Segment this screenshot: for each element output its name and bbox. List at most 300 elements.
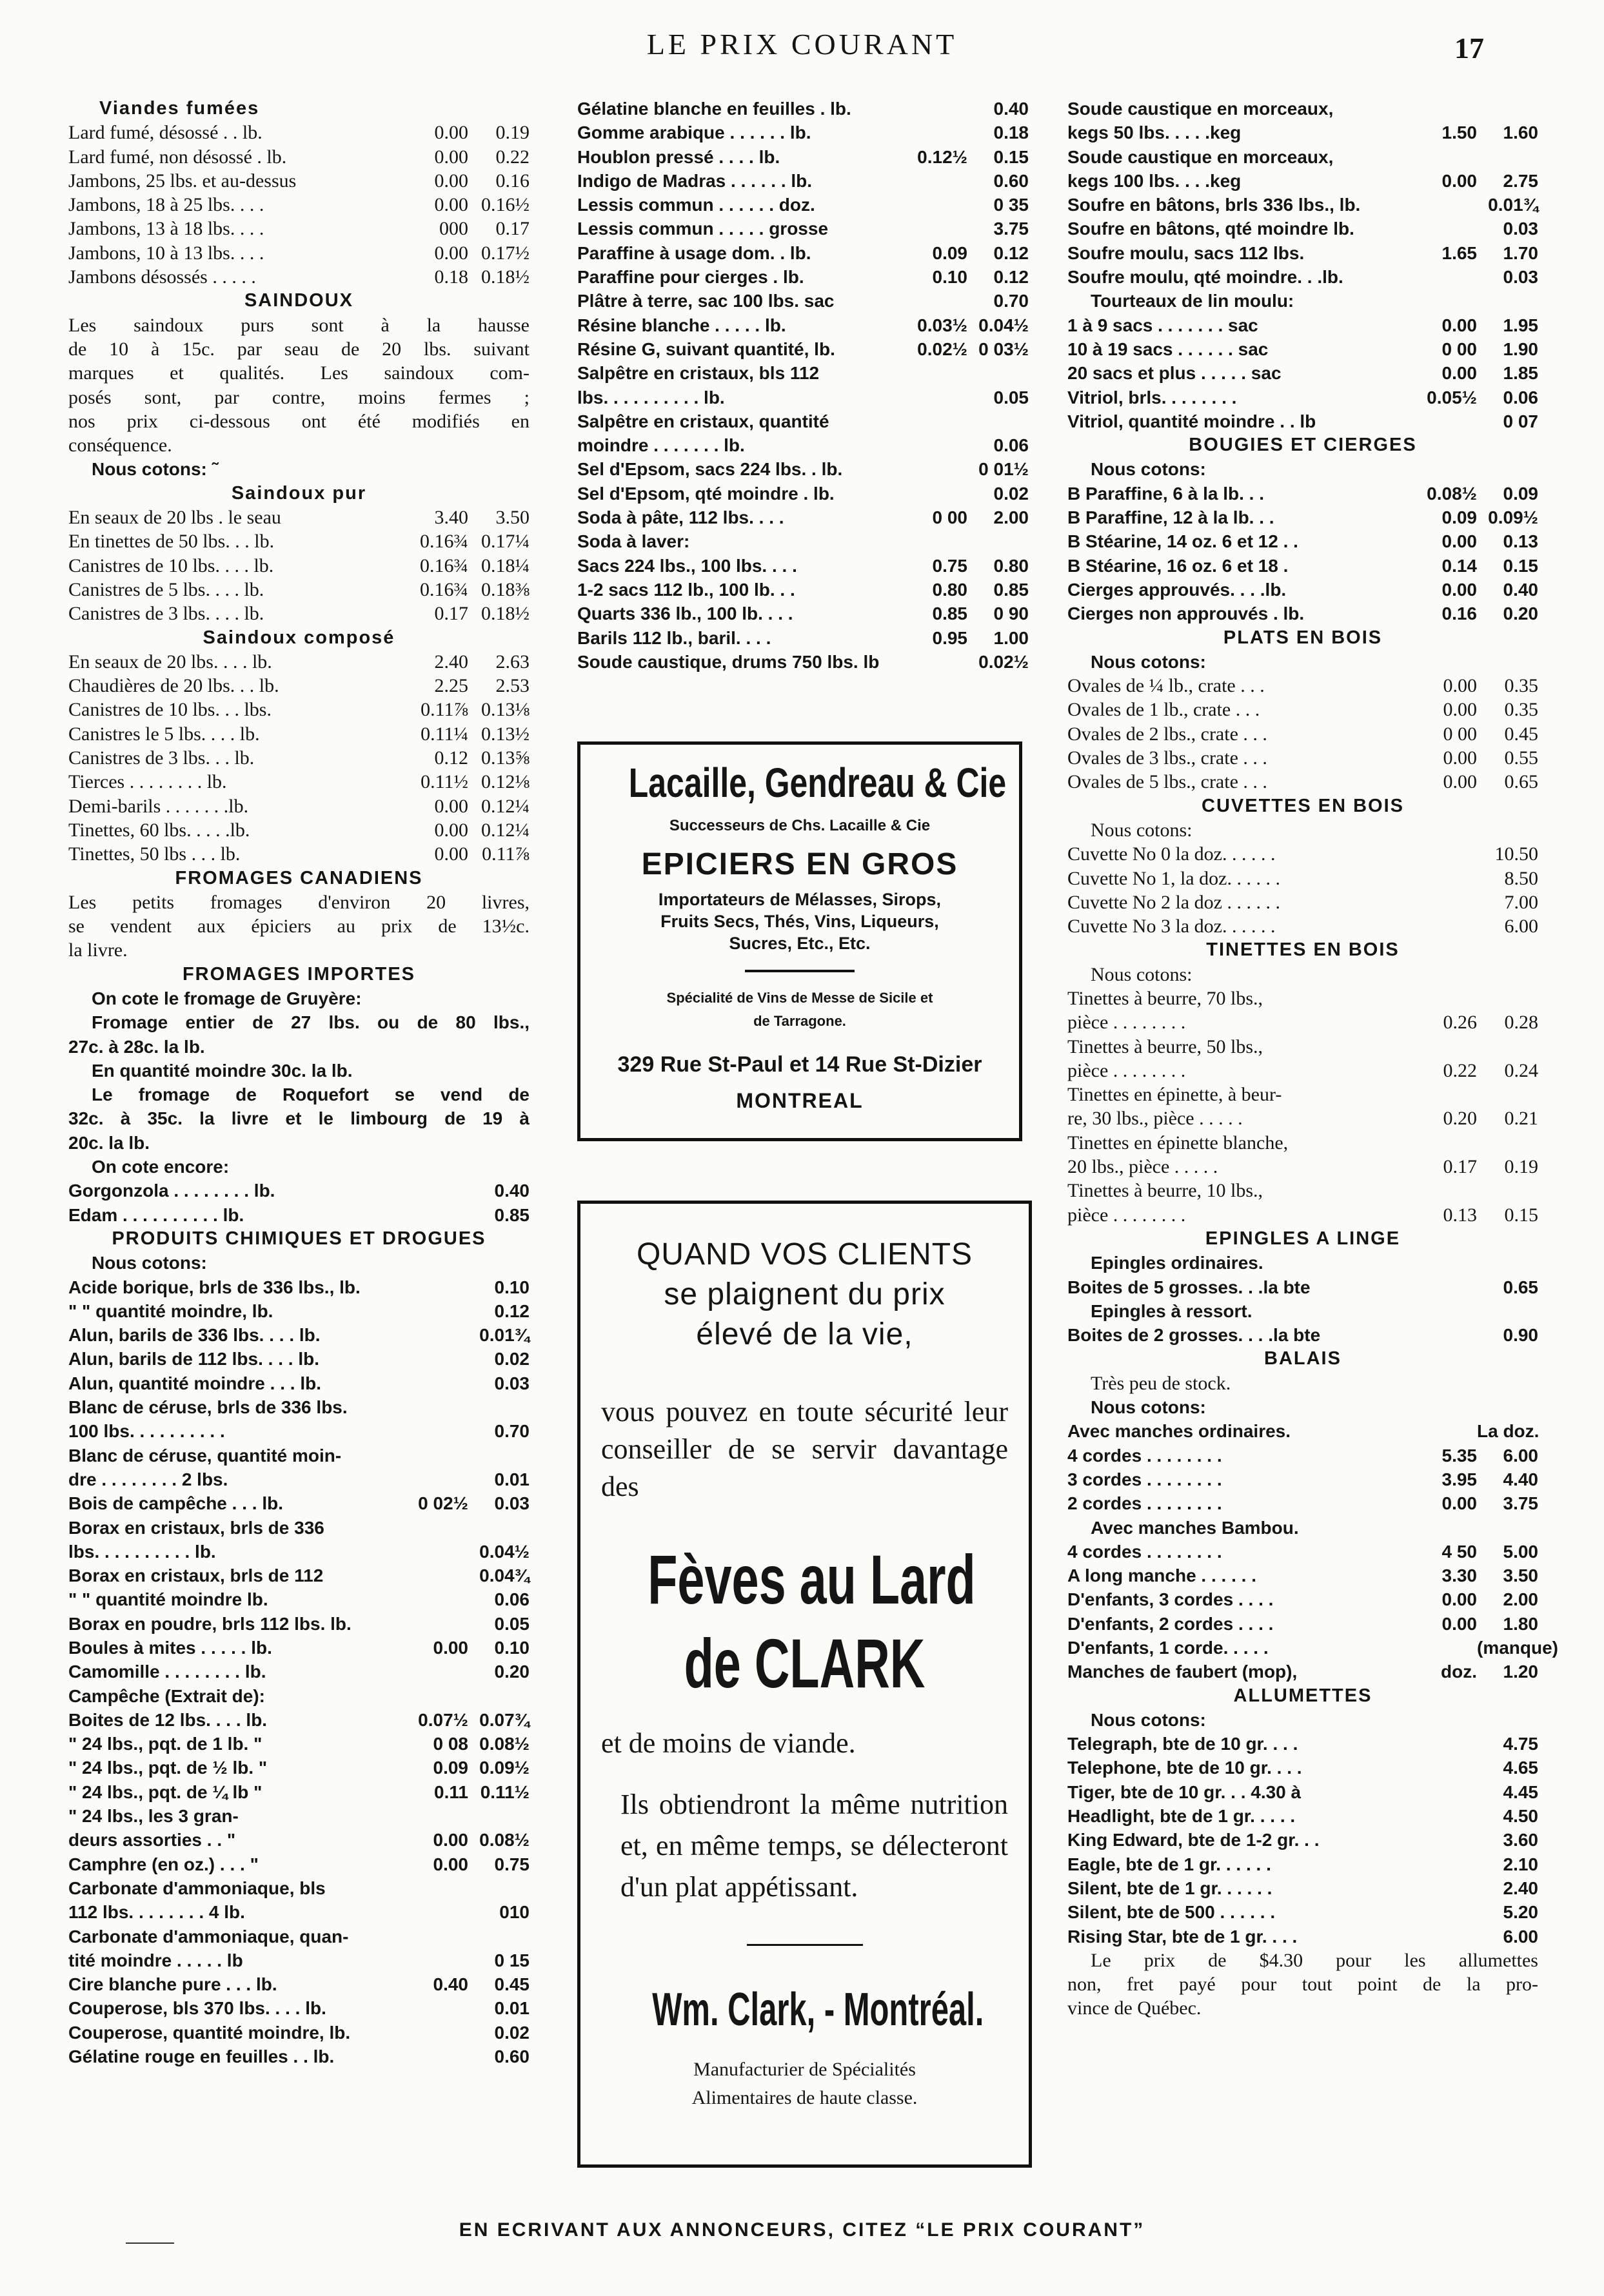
- item-label: Boites de 5 grosses. . .la bte: [1067, 1277, 1311, 1297]
- price-high: 10.50: [1494, 843, 1538, 865]
- paragraph-line: 27c. à 28c. la lb.: [68, 1036, 205, 1057]
- price-high: 0.06: [993, 435, 1029, 456]
- price-low: 0.80: [932, 579, 967, 600]
- price-high: 1.80: [1503, 1613, 1538, 1634]
- price-row: [577, 505, 1029, 529]
- item-label: Silent, bte de 1 gr. . . . . .: [1067, 1878, 1272, 1898]
- ad-successors-line: Successeurs de Chs. Lacaille & Cie: [669, 817, 931, 834]
- price-high: 0.18½: [481, 266, 530, 288]
- item-label: 4 cordes . . . . . . . .: [1067, 1541, 1222, 1562]
- item-label: Lessis commun . . . . . . doz.: [577, 195, 815, 215]
- paragraph-line: Fromage entier de 27 lbs. ou de 80 lbs.,: [92, 1012, 530, 1033]
- item-label: SAINDOUX: [244, 290, 354, 311]
- price-row: [68, 529, 530, 553]
- price-high: 0.17¼: [481, 531, 530, 553]
- paragraph-line: se vendent aux épiciers au prix de 13½c.: [68, 916, 530, 937]
- price-high: 0.75: [494, 1854, 530, 1874]
- price-low: 0.16¾: [420, 554, 468, 576]
- price-high: 0.55: [1504, 747, 1538, 769]
- price-high: 0.04½: [978, 315, 1029, 335]
- price-row: [1067, 1155, 1538, 1179]
- price-row: [68, 650, 530, 674]
- item-label: Bois de campêche . . . lb.: [68, 1493, 283, 1514]
- paragraph-line: conséquence.: [68, 435, 172, 456]
- ad-imports-line: Importateurs de Mélasses, Sirops,: [658, 890, 942, 909]
- item-label: Cuvette No 2 la doz . . . . . .: [1067, 891, 1280, 913]
- item-label: Viandes fumées: [99, 98, 260, 119]
- item-label: 20 lbs., pièce . . . . .: [1067, 1156, 1218, 1178]
- note-line: [1067, 650, 1538, 674]
- price-row: [1067, 313, 1538, 337]
- price-high: 0.09½: [479, 1758, 530, 1778]
- price-row: [1067, 842, 1538, 866]
- page-header-title: LE PRIX COURANT: [646, 28, 958, 61]
- item-label: D'enfants, 3 cordes . . . .: [1067, 1589, 1274, 1610]
- note-line: [68, 1251, 530, 1275]
- price-high: 4.65: [1503, 1758, 1538, 1778]
- price-row: [68, 746, 530, 770]
- ad-specialty-line: Spécialité de Vins de Messe de Sicile et: [666, 990, 933, 1006]
- item-label: Ovales de 3 lbs., crate . . .: [1067, 747, 1267, 769]
- price-low: 0.09: [433, 1758, 468, 1778]
- price-high: 0.11⅞: [482, 843, 530, 865]
- price-high: 0.21: [1504, 1108, 1538, 1130]
- item-label: 4 cordes . . . . . . . .: [1067, 1445, 1222, 1466]
- item-label: 1 à 9 sacs . . . . . . . sac: [1067, 315, 1258, 335]
- item-label: BOUGIES ET CIERGES: [1189, 435, 1417, 456]
- item-label: Soufre en bâtons, qté moindre lb.: [1067, 219, 1354, 239]
- item-label: Canistres de 3 lbs. . . . lb.: [68, 603, 264, 625]
- price-row: [1067, 361, 1538, 385]
- price-row: [68, 265, 530, 289]
- price-row: [1067, 602, 1538, 625]
- price-low: doz.: [1441, 1662, 1477, 1682]
- item-label: Carbonate d'ammoniaque, bls: [68, 1878, 326, 1898]
- price-high: La doz.: [1477, 1421, 1540, 1442]
- item-label: 112 lbs. . . . . . . . 4 lb.: [68, 1902, 245, 1923]
- price-low: 0.11: [434, 1781, 468, 1802]
- price-row: [68, 1299, 530, 1323]
- ad-body-text: vous pouvez en toute sécurité leur conseiller de se servir davantage des: [601, 1396, 1008, 1502]
- item-label: EPINGLES A LINGE: [1205, 1228, 1401, 1249]
- price-high: 0.08½: [479, 1734, 530, 1754]
- price-high: 0.06: [494, 1589, 530, 1610]
- price-column-middle: [577, 97, 1029, 674]
- item-label: Houblon pressé . . . . lb.: [577, 146, 780, 167]
- price-row: [68, 1323, 530, 1347]
- note-line: [68, 457, 530, 481]
- ad-specialty-line: de Tarragone.: [753, 1013, 846, 1029]
- price-row: [577, 217, 1029, 240]
- item-label: Nous cotons:: [1091, 651, 1206, 672]
- item-label: 3 cordes . . . . . . . .: [1067, 1469, 1222, 1489]
- price-row: [577, 578, 1029, 602]
- price-high: 0.02: [494, 2022, 530, 2043]
- price-low: 0.09: [1441, 507, 1477, 528]
- price-high: 0.20: [1503, 603, 1538, 624]
- price-low: 0.00: [434, 795, 468, 817]
- price-high: 0.02: [993, 483, 1029, 504]
- price-low: 0.00: [1443, 699, 1477, 721]
- price-high: 2.00: [993, 507, 1029, 528]
- price-low: 0 02½: [418, 1493, 468, 1514]
- item-label: Sel d'Epsom, sacs 224 lbs. . lb.: [577, 459, 843, 480]
- price-row: [577, 313, 1029, 337]
- item-label: B Stéarine, 14 oz. 6 et 12 . .: [1067, 531, 1298, 552]
- note-line: [1067, 1708, 1538, 1732]
- item-label: kegs 50 lbs. . . . .keg: [1067, 123, 1242, 143]
- price-low: 0.07½: [418, 1709, 468, 1730]
- price-high: 0.13⅝: [481, 747, 530, 769]
- item-label: Jambons désossés . . . . .: [68, 266, 256, 288]
- item-label: re, 30 lbs., pièce . . . . .: [1067, 1108, 1243, 1130]
- price-high: 0.12¼: [481, 819, 530, 841]
- price-row: [1067, 337, 1538, 361]
- price-high: 0.60: [494, 2046, 530, 2067]
- price-high: 0.22: [495, 146, 530, 168]
- price-high: 0.80: [993, 555, 1029, 576]
- ad-imports-line: Fruits Secs, Thés, Vins, Liqueurs,: [660, 912, 939, 931]
- price-row: [68, 2021, 530, 2045]
- item-label: Jambons, 25 lbs. et au-dessus: [68, 170, 297, 191]
- item-label: Telegraph, bte de 10 gr. . . .: [1067, 1734, 1298, 1754]
- item-label: Soufre moulu, sacs 112 lbs.: [1067, 242, 1305, 263]
- price-row: [1067, 1419, 1538, 1443]
- price-low: 0.08½: [1427, 483, 1477, 504]
- price-row: [577, 361, 1029, 385]
- price-row: [68, 1828, 530, 1852]
- ad-product-brand: de CLARK: [684, 1624, 926, 1702]
- note-line: [68, 1155, 530, 1179]
- price-high: 0.03: [1503, 219, 1538, 239]
- price-high: 0.13: [1503, 531, 1538, 552]
- item-label: FROMAGES CANADIENS: [175, 867, 423, 888]
- item-label: Saindoux pur: [231, 482, 367, 504]
- price-high: 0.02: [494, 1349, 530, 1369]
- price-row: [68, 1925, 530, 1948]
- price-row: [1067, 914, 1538, 938]
- item-label: B Paraffine, 6 à la lb. . .: [1067, 483, 1264, 504]
- price-low: 0.11¼: [421, 723, 468, 745]
- price-low: 0.00: [1441, 1493, 1477, 1514]
- item-label: Sacs 224 lbs., 100 lbs. . . .: [577, 555, 797, 576]
- ad-trade-line: EPICIERS EN GROS: [641, 847, 958, 881]
- item-label: Epingles à ressort.: [1091, 1300, 1253, 1321]
- item-label: 10 à 19 sacs . . . . . . sac: [1067, 339, 1269, 359]
- item-label: ALLUMETTES: [1233, 1685, 1372, 1706]
- price-row: [1067, 1540, 1538, 1564]
- price-high: 0.28: [1504, 1012, 1538, 1034]
- price-row: [577, 121, 1029, 144]
- price-row: [68, 1540, 530, 1564]
- item-label: Tinettes en épinette blanche,: [1067, 1132, 1289, 1153]
- item-label: Tinettes, 50 lbs . . . lb.: [68, 843, 241, 865]
- section-heading: [68, 482, 530, 505]
- price-row: [1067, 1203, 1538, 1227]
- price-row: [68, 169, 530, 193]
- price-high: 2.10: [1503, 1854, 1538, 1874]
- price-row: [1067, 97, 1538, 121]
- item-label: Ovales de 5 lbs., crate . . .: [1067, 771, 1267, 793]
- price-row: [1067, 746, 1538, 770]
- item-label: Cuvette No 1, la doz. . . . . .: [1067, 867, 1280, 889]
- item-label: B Paraffine, 12 à la lb. . .: [1067, 507, 1274, 528]
- price-high: 0.70: [993, 291, 1029, 311]
- price-row: [1067, 1491, 1538, 1515]
- price-row: [68, 554, 530, 578]
- price-low: 0.16¾: [420, 578, 468, 600]
- item-label: Soude caustique en morceaux,: [1067, 99, 1334, 119]
- price-row: [68, 1756, 530, 1780]
- price-low: 0.00: [1441, 315, 1477, 335]
- price-row: [577, 97, 1029, 121]
- price-row: [1067, 1444, 1538, 1467]
- price-high: 0.04½: [479, 1541, 530, 1562]
- price-high: 3.75: [1503, 1493, 1538, 1514]
- price-low: 0.95: [932, 627, 967, 648]
- price-row: [577, 193, 1029, 217]
- price-row: [1067, 890, 1538, 914]
- item-label: Barils 112 lb., baril. . . .: [577, 627, 771, 648]
- ad-divider: [747, 1944, 863, 1946]
- item-label: Blanc de céruse, quantité moin-: [68, 1445, 342, 1466]
- item-label: Tinettes à beurre, 50 lbs.,: [1067, 1035, 1263, 1057]
- price-row: [68, 1395, 530, 1419]
- price-low: 0.00: [1441, 531, 1477, 552]
- note-line: [1067, 289, 1538, 313]
- price-row: [68, 2045, 530, 2068]
- item-label: Résine G, suivant quantité, lb.: [577, 339, 835, 359]
- paragraph-line: Le prix de $4.30 pour les allumettes: [1091, 1949, 1538, 1971]
- price-row: [68, 217, 530, 240]
- item-label: pièce . . . . . . . .: [1067, 1204, 1186, 1226]
- item-label: Borax en cristaux, brls de 112: [68, 1565, 324, 1586]
- item-label: Borax en cristaux, brls de 336: [68, 1517, 324, 1538]
- paragraph-line: 20c. la lb.: [68, 1132, 150, 1153]
- price-row: [68, 794, 530, 818]
- price-low: 0.11½: [421, 771, 468, 793]
- note-line: [68, 1059, 530, 1083]
- price-row: [577, 289, 1029, 313]
- price-low: 5.35: [1441, 1445, 1477, 1466]
- price-low: 0.00: [1441, 1589, 1477, 1610]
- price-row: [1067, 409, 1538, 433]
- item-label: Salpêtre en cristaux, quantité: [577, 411, 829, 431]
- item-label: Indigo de Madras . . . . . . lb.: [577, 170, 813, 191]
- price-high: 0 35: [993, 195, 1029, 215]
- item-label: Cierges non approuvés . lb.: [1067, 603, 1305, 624]
- price-high: 2.00: [1503, 1589, 1538, 1610]
- note-line: [68, 986, 530, 1010]
- item-label: Canistres de 5 lbs. . . . lb.: [68, 578, 264, 600]
- ad-headline-line: se plaignent du prix: [664, 1277, 946, 1311]
- price-high: 8.50: [1504, 867, 1538, 889]
- price-low: 0 08: [433, 1734, 468, 1754]
- price-row: [1067, 554, 1538, 578]
- price-high: 4.45: [1503, 1781, 1538, 1802]
- paragraph-line: Le fromage de Roquefort se vend de: [92, 1084, 530, 1105]
- price-high: 0.13⅛: [481, 699, 530, 721]
- item-label: Blanc de céruse, brls de 336 lbs.: [68, 1397, 348, 1418]
- price-row: [68, 1636, 530, 1660]
- price-high: 3.60: [1503, 1830, 1538, 1850]
- price-low: 0.12½: [917, 146, 967, 167]
- item-label: Soufre en bâtons, brls 336 lbs., lb.: [1067, 195, 1361, 215]
- price-row: [68, 1275, 530, 1299]
- price-row: [1067, 1780, 1538, 1804]
- section-heading: [1067, 626, 1538, 650]
- price-high: 0.19: [495, 122, 530, 144]
- item-label: BALAIS: [1264, 1348, 1342, 1369]
- item-label: Headlight, bte de 1 gr. . . . .: [1067, 1806, 1296, 1827]
- price-row: [68, 1996, 530, 2020]
- price-high: 0.03: [1503, 267, 1538, 288]
- item-label: moindre . . . . . . . lb.: [577, 435, 745, 456]
- price-high: 0.09: [1503, 483, 1538, 504]
- price-high: 0.16½: [481, 194, 530, 216]
- price-high: 0.65: [1503, 1277, 1538, 1297]
- price-high: 0 15: [494, 1950, 530, 1970]
- item-label: dre . . . . . . . . 2 lbs.: [68, 1469, 228, 1489]
- item-label: PLATS EN BOIS: [1223, 627, 1383, 648]
- price-high: 3.75: [993, 219, 1029, 239]
- price-low: 0.00: [1443, 675, 1477, 697]
- price-high: 0.08½: [479, 1830, 530, 1850]
- price-high: 4.40: [1503, 1469, 1538, 1489]
- price-row: [1067, 386, 1538, 409]
- price-row: [577, 529, 1029, 553]
- price-high: 3.50: [495, 507, 530, 529]
- price-high: 0.20: [494, 1662, 530, 1682]
- price-high: 0.85: [494, 1204, 530, 1225]
- price-high: 4.50: [1503, 1806, 1538, 1827]
- section-heading: [68, 867, 530, 890]
- section-heading: [68, 1227, 530, 1251]
- price-row: [1067, 241, 1538, 265]
- item-label: FROMAGES IMPORTES: [182, 963, 416, 985]
- note-line: [1067, 818, 1538, 842]
- price-row: [68, 1972, 530, 1996]
- price-row: [577, 409, 1029, 433]
- price-low: 0.09: [932, 242, 967, 263]
- paragraph-line: de 10 à 15c. par seau de 20 lbs. suivant: [68, 338, 530, 360]
- price-high: 2.40: [1503, 1878, 1538, 1898]
- price-low: 0.00: [1441, 363, 1477, 384]
- price-row: [1067, 1083, 1538, 1106]
- item-label: Ovales de 2 lbs., crate . . .: [1067, 723, 1267, 745]
- price-high: 0.19: [1504, 1156, 1538, 1178]
- item-label: Très peu de stock.: [1091, 1372, 1231, 1394]
- price-row: [1067, 1131, 1538, 1155]
- item-label: Alun, barils de 112 lbs. . . . lb.: [68, 1349, 320, 1369]
- price-row: [577, 554, 1029, 578]
- price-row: [577, 433, 1029, 457]
- price-row: [68, 505, 530, 529]
- ad-address: 329 Rue St-Paul et 14 Rue St-Dizier: [617, 1052, 982, 1077]
- price-row: [68, 1708, 530, 1732]
- price-row: [68, 1516, 530, 1540]
- note-line: [1067, 1299, 1538, 1323]
- ad-company-name: Lacaille, Gendreau & Cie: [628, 760, 1007, 806]
- item-label: En seaux de 20 lbs . le seau: [68, 507, 281, 529]
- price-high: 0.12: [993, 267, 1029, 288]
- price-high: 0.40: [494, 1181, 530, 1201]
- price-row: [68, 1900, 530, 1924]
- footer-rule: [126, 2242, 174, 2244]
- price-high: 0 90: [993, 603, 1029, 624]
- item-label: " 24 lbs., les 3 gran-: [68, 1806, 239, 1827]
- item-label: Boites de 2 grosses. . . .la bte: [1067, 1325, 1321, 1346]
- price-row: [577, 457, 1029, 481]
- price-low: 0.00: [434, 843, 468, 865]
- price-low: 1.50: [1441, 123, 1477, 143]
- section-heading: [68, 97, 530, 121]
- item-label: Alun, quantité moindre . . . lb.: [68, 1373, 321, 1393]
- price-low: 0.40: [433, 1974, 468, 1995]
- price-row: [1067, 193, 1538, 217]
- price-row: [68, 1780, 530, 1804]
- item-label: Boules à mites . . . . . lb.: [68, 1638, 272, 1658]
- price-low: 0.16¾: [420, 531, 468, 553]
- price-high: 0.60: [993, 170, 1029, 191]
- item-label: TINETTES EN BOIS: [1206, 939, 1400, 961]
- price-row: [68, 1804, 530, 1828]
- price-high: 0.45: [1504, 723, 1538, 745]
- item-label: Résine blanche . . . . . lb.: [577, 315, 786, 335]
- item-label: kegs 100 lbs. . . .keg: [1067, 170, 1242, 191]
- price-low: 0.00: [1443, 747, 1477, 769]
- ad-headline-line: QUAND VOS CLIENTS: [636, 1237, 973, 1271]
- item-label: Nous cotons: ˜: [92, 459, 218, 480]
- lacaille-gendreau-advertisement: [577, 741, 1022, 1141]
- section-heading: [1067, 1347, 1538, 1371]
- price-low: 0.85: [932, 603, 967, 624]
- item-label: Tourteaux de lin moulu:: [1091, 291, 1294, 311]
- item-label: Cire blanche pure . . . lb.: [68, 1974, 277, 1995]
- price-row: [1067, 698, 1538, 721]
- price-low: 0.14: [1441, 555, 1477, 576]
- item-label: On cote encore:: [92, 1157, 230, 1177]
- price-high: 0.18⅜: [481, 578, 530, 600]
- price-high: 0.12: [993, 242, 1029, 263]
- item-label: Epingles ordinaires.: [1091, 1253, 1263, 1273]
- paragraph-line: 32c. à 35c. la livre et le limbourg de 19 à: [68, 1108, 530, 1129]
- item-label: Canistres de 3 lbs. . . lb.: [68, 747, 255, 769]
- item-label: Rising Star, bte de 1 gr. . . .: [1067, 1926, 1298, 1947]
- price-row: [1067, 1587, 1538, 1611]
- item-label: Soda à pâte, 112 lbs. . . .: [577, 507, 784, 528]
- item-label: Nous cotons:: [1091, 819, 1193, 841]
- ad-tagline: Alimentaires de haute classe.: [691, 2087, 918, 2108]
- item-label: Edam . . . . . . . . . . lb.: [68, 1204, 244, 1225]
- clark-beans-advertisement: [577, 1201, 1032, 2168]
- price-high: 5.20: [1503, 1902, 1538, 1923]
- price-high: 0 01½: [978, 459, 1029, 480]
- item-label: Alun, barils de 336 lbs. . . . lb.: [68, 1325, 321, 1346]
- item-label: lbs. . . . . . . . . . lb.: [577, 387, 725, 407]
- item-label: Acide borique, brls de 336 lbs., lb.: [68, 1277, 361, 1297]
- price-high: 0.90: [1503, 1325, 1538, 1346]
- paragraph-line: nos prix ci-dessous ont été modifiés en: [68, 410, 530, 432]
- price-row: [1067, 1612, 1538, 1636]
- price-low: 0.12: [434, 747, 468, 769]
- price-row: [68, 818, 530, 842]
- item-label: Canistres le 5 lbs. . . . lb.: [68, 723, 260, 745]
- item-label: Tinettes à beurre, 70 lbs.,: [1067, 987, 1263, 1009]
- price-high: 0.85: [993, 579, 1029, 600]
- item-label: Saindoux composé: [203, 627, 395, 648]
- item-label: En quantité moindre 30c. la lb.: [92, 1060, 353, 1081]
